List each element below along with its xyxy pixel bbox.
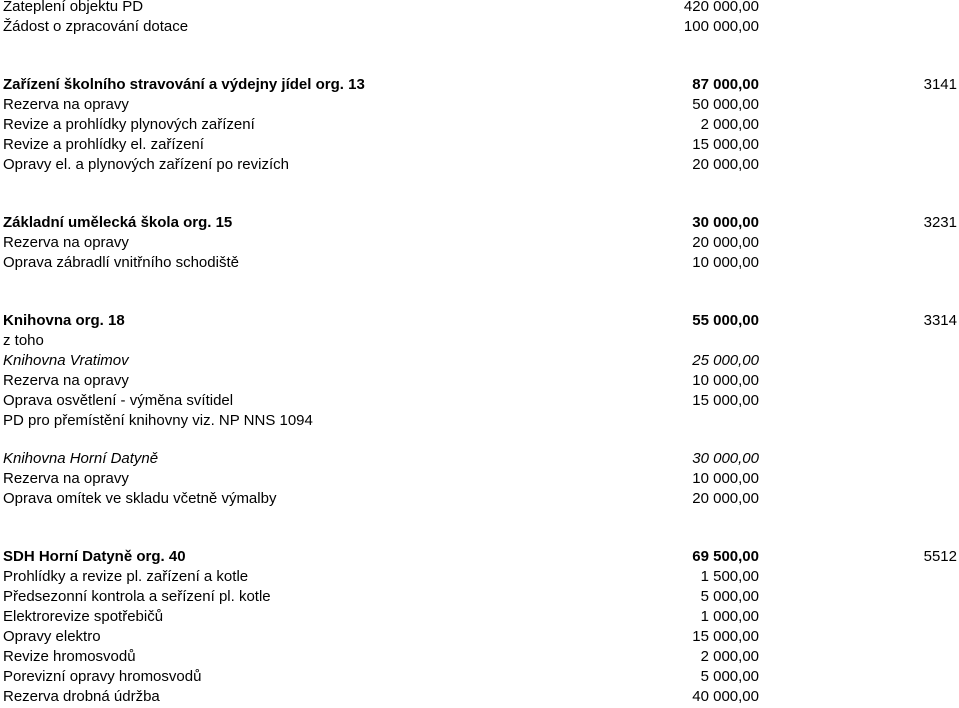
row-amount: 30 000,00: [692, 450, 759, 467]
budget-row: [0, 17, 959, 37]
row-amount: 25 000,00: [692, 352, 759, 369]
row-label: z toho: [3, 332, 44, 349]
row-amount: 20 000,00: [692, 234, 759, 251]
budget-row: [0, 647, 959, 667]
row-code: 5512: [923, 548, 957, 565]
budget-row: [0, 371, 959, 391]
budget-row: [0, 0, 959, 17]
row-amount: 2 000,00: [700, 648, 759, 665]
budget-row: [0, 687, 959, 707]
row-amount: 69 500,00: [692, 548, 759, 565]
row-amount: 15 000,00: [692, 392, 759, 409]
row-label: Prohlídky a revize pl. zařízení a kotle: [3, 568, 249, 585]
row-label: Žádost o zpracování dotace: [3, 18, 189, 35]
budget-row: [0, 233, 959, 253]
row-label: Zateplení objektu PD: [3, 0, 144, 15]
row-amount: 50 000,00: [692, 96, 759, 113]
row-amount: 15 000,00: [692, 136, 759, 153]
row-label: Základní umělecká škola org. 15: [3, 214, 233, 231]
budget-row: [0, 331, 959, 351]
row-amount: 1 500,00: [700, 568, 759, 585]
row-amount: 2 000,00: [700, 116, 759, 133]
budget-row: [0, 587, 959, 607]
row-code: 3314: [923, 312, 957, 329]
row-label: Opravy elektro: [3, 628, 101, 645]
row-amount: 5 000,00: [700, 588, 759, 605]
row-label: Rezerva na opravy: [3, 372, 129, 389]
row-amount: 30 000,00: [692, 214, 759, 231]
row-label: Porevizní opravy hromosvodů: [3, 668, 202, 685]
row-amount: 87 000,00: [692, 76, 759, 93]
row-label: Opravy el. a plynových zařízení po revizích: [3, 156, 289, 173]
row-label: Elektrorevize spotřebičů: [3, 608, 164, 625]
budget-row: [0, 449, 959, 469]
budget-row: [0, 667, 959, 687]
budget-row: [0, 135, 959, 155]
budget-row: [0, 95, 959, 115]
row-code: 3231: [923, 214, 957, 231]
row-code: 3141: [923, 76, 957, 93]
row-label: Zařízení školního stravování a výdejny jídel org. 13: [3, 76, 365, 93]
row-amount: 20 000,00: [692, 156, 759, 173]
section-header-row: [0, 213, 959, 233]
row-amount: 10 000,00: [692, 372, 759, 389]
budget-row: [0, 253, 959, 273]
row-label: Oprava zábradlí vnitřního schodiště: [3, 254, 239, 271]
row-label: Revize a prohlídky el. zařízení: [3, 136, 204, 153]
row-amount: 40 000,00: [692, 688, 759, 705]
row-label: Rezerva na opravy: [3, 234, 129, 251]
row-amount: 1 000,00: [700, 608, 759, 625]
row-amount: 10 000,00: [692, 254, 759, 271]
row-label: Předsezonní kontrola a seřízení pl. kotle: [3, 588, 271, 605]
row-amount: 20 000,00: [692, 490, 759, 507]
row-amount: 10 000,00: [692, 470, 759, 487]
row-label: Rezerva drobná údržba: [3, 688, 160, 705]
budget-row: [0, 469, 959, 489]
budget-row: [0, 607, 959, 627]
row-label: Oprava omítek ve skladu včetně výmalby: [3, 490, 277, 507]
budget-row: [0, 115, 959, 135]
budget-row: [0, 627, 959, 647]
row-label: Knihovna Vratimov: [3, 352, 129, 369]
budget-row: [0, 155, 959, 175]
row-amount: 55 000,00: [692, 312, 759, 329]
budget-row: [0, 351, 959, 371]
budget-row: [0, 567, 959, 587]
budget-row: [0, 411, 959, 431]
row-label: Oprava osvětlení - výměna svítidel: [3, 392, 234, 409]
section-header-row: [0, 75, 959, 95]
section-header-row: [0, 311, 959, 331]
row-amount: 15 000,00: [692, 628, 759, 645]
row-label: Revize hromosvodů: [3, 648, 136, 665]
row-label: Rezerva na opravy: [3, 470, 129, 487]
budget-row: [0, 489, 959, 509]
row-amount: 5 000,00: [700, 668, 759, 685]
row-label: PD pro přemístění knihovny viz. NP NNS 1094: [3, 412, 313, 429]
row-amount: 420 000,00: [683, 0, 759, 15]
row-label: Revize a prohlídky plynových zařízení: [3, 116, 255, 133]
row-label: Rezerva na opravy: [3, 96, 129, 113]
row-amount: 100 000,00: [683, 18, 759, 35]
row-label: SDH Horní Datyně org. 40: [3, 548, 186, 565]
budget-row: [0, 391, 959, 411]
row-label: Knihovna org. 18: [3, 312, 125, 329]
row-label: Knihovna Horní Datyně: [3, 450, 159, 467]
section-header-row: [0, 547, 959, 567]
